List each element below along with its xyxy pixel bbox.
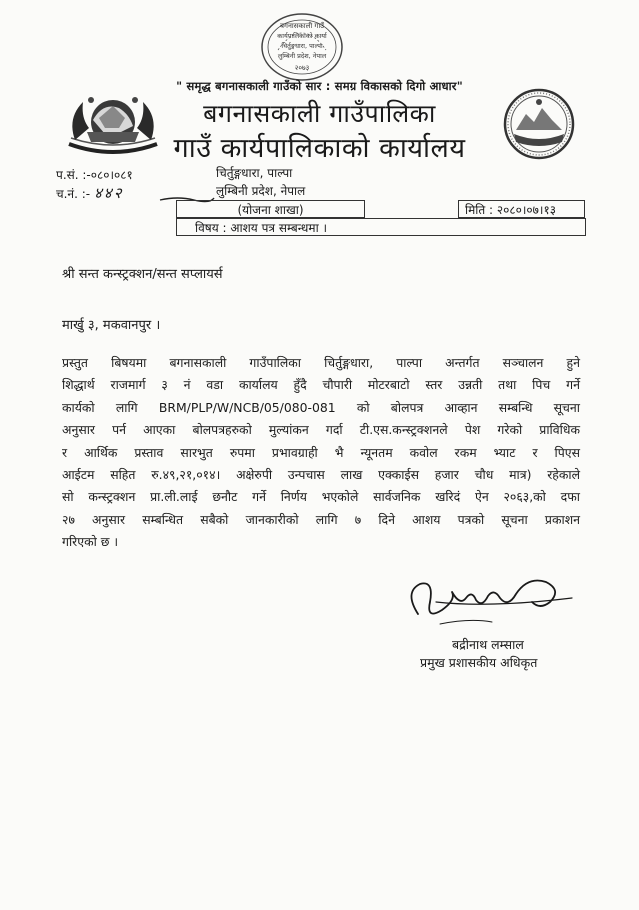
body-line: २७ अनुसार सम्बन्धित सबैको जानकारीको लागि ७ दिने आशय पत्रको सूचना प्रकाशन	[62, 511, 580, 527]
recipient-address: मार्खु ३, मकवानपुर ।	[62, 318, 161, 333]
subject-value: आशय पत्र सम्बन्धमा ।	[230, 220, 328, 235]
address-line-1: चिर्तुङ्गधारा, पाल्पा	[216, 166, 293, 180]
patra-sankhya	[56, 166, 133, 183]
office-name: गाउँ कार्यपालिकाको कार्यालय	[173, 133, 466, 164]
letter-body	[62, 352, 580, 554]
signatory-name: बद्रीनाथ लम्साल	[452, 637, 524, 652]
signature	[400, 562, 580, 632]
subject-label: विषय :	[195, 220, 227, 235]
chalani-number	[56, 183, 124, 203]
patra-label: प.सं. :-	[56, 168, 91, 182]
section-name: (योजना शाखा)	[176, 200, 365, 218]
patra-value: ०८०।०८१	[90, 168, 133, 182]
chalani-label: च.नं. :-	[56, 187, 91, 201]
date-value: २०८०।०७।१३	[496, 202, 556, 217]
stamp-line-1: बगनासकाली गाउँ	[280, 22, 324, 30]
body-line: आईटम सहित रु.४९,२१,०१४। अक्षेरुपी उन्पचास लाख एक्काईस हजार चौध मात्र) रहेकाले	[62, 467, 580, 483]
body-line: कार्यको लागि BRM/PLP/W/NCB/05/080-081 को बोलपत्र आव्हान सम्बन्धि सूचना	[62, 399, 580, 415]
municipality-name: बगनासकाली गाउँपालिका	[203, 99, 436, 128]
date-label: मिति :	[465, 202, 494, 217]
body-line: शिद्धार्थ राजमार्ग ३ नं वडा कार्यालय हुँदै चौपारी मोटरबाटो स्तर उन्नती तथा पिच गर्ने	[62, 377, 580, 393]
stamp-line-2: कार्यपालिकाको कार्या	[277, 32, 327, 40]
recipient-name: श्री सन्त कन्स्ट्रक्शन/सन्त सप्लायर्स	[62, 267, 223, 282]
body-line: र आर्थिक प्रस्ताव सारभुत रुपमा प्रभावग्राही भै न्यूनतम कवोल रकम भ्याट र पिएस	[62, 444, 580, 460]
body-line: अनुसार पर्न आएका बोलपत्रहरुको मुल्यांकन गर्दा टी.एस.कन्स्ट्रक्शनले पेश गरेको प्राविधिक	[62, 422, 580, 438]
stamp-line-5: २०७३	[294, 64, 310, 72]
subject-line	[176, 218, 586, 236]
chalani-value: ४४२	[94, 184, 124, 202]
stamp-line-4: लुम्बिनी प्रदेश, नेपाल	[277, 52, 327, 60]
stamp-line-3: चिर्तुङ्गधारा, पाल्पा	[281, 42, 323, 50]
office-stamp	[256, 10, 348, 84]
address-line-2: लुम्बिनी प्रदेश, नेपाल	[216, 184, 306, 198]
body-line: प्रस्तुत बिषयमा बगनासकाली गाउँपालिका चिर्तुङ्गधारा, पाल्पा अन्तर्गत सञ्चालन हुने	[62, 355, 580, 370]
motto: " समृद्ध बगनासकाली गाउँको सार : समग्र विकासको दिगो आधार"	[176, 79, 463, 93]
signatory-position: प्रमुख प्रशासकीय अधिकृत	[420, 655, 538, 670]
body-line: गरिएको छ ।	[62, 534, 119, 550]
body-line: सो कन्स्ट्रक्शन प्रा.ली.लाई छनौट गर्ने निर्णय भएकोले सार्वजनिक खरिदं ऐन २०६३,को दफा	[62, 489, 580, 505]
date-field	[458, 200, 585, 218]
